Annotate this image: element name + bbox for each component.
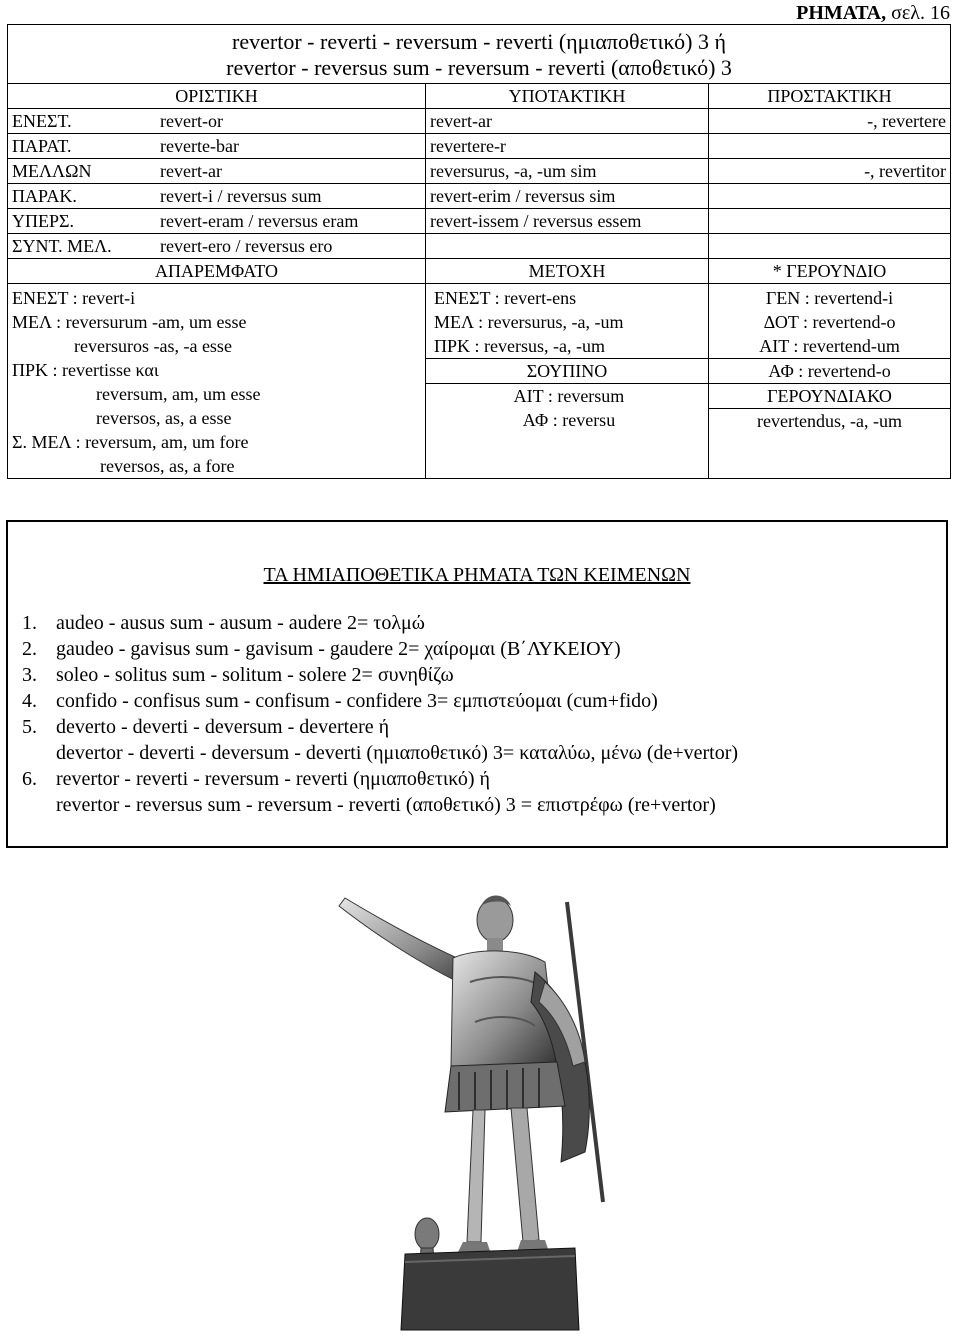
gerundive-header: ΓΕΡΟΥΝΔΙΑΚΟ [709, 383, 950, 409]
list-item [22, 766, 738, 792]
indicative-form: revert-eram / reversus eram [160, 210, 359, 231]
item-text: revertor - reversus sum - reversum - reverti (αποθετικό) 3 = επιστρέφω (re+vertor) [56, 794, 716, 816]
infinitive-line: reversos, as, a fore [100, 456, 235, 476]
list-item [22, 636, 738, 662]
subjunctive-form: revert-issem / reversus essem [426, 209, 709, 234]
indicative-form: revert-ero / reversus ero [160, 235, 333, 256]
item-text: soleo - solitus sum - solitum - solere 2= συνηθίζω [56, 664, 454, 686]
list-item [22, 662, 738, 688]
subjunctive-form: reversurus, -a, -um sim [426, 159, 709, 184]
participle-line: ΕΝΕΣΤ : revert-ens [434, 288, 577, 308]
tense-label: ΕΝΕΣΤ. [12, 110, 72, 131]
subjunctive-form: revert-erim / reversus sim [426, 184, 709, 209]
infinitive-line: ΕΝΕΣΤ : revert-i [12, 288, 136, 308]
subjunctive-form: revert-ar [426, 109, 709, 134]
gerund-line: ΑΦ : revertend-o [709, 358, 950, 383]
title-row [8, 25, 951, 84]
infinitive-header: ΑΠΑΡΕΜΦΑΤΟ [8, 259, 426, 284]
item-text: devertor - deverti - deversum - deverti (ημιαποθετικό) 3= καταλύω, μένω (de+vertor) [56, 742, 739, 764]
infinitive-line: ΜΕΛ : reversurum -am, um esse [12, 312, 247, 332]
tense-label: ΥΠΕΡΣ. [12, 210, 74, 231]
participle-header: ΜΕΤΟΧΗ [426, 259, 709, 284]
participle-line: ΜΕΛ : reversurus, -a, -um [434, 312, 624, 332]
item-number: 4. [22, 690, 37, 712]
item-text: confido - confisus sum - confisum - confidere 3= εμπιστεύομαι (cum+fido) [56, 690, 658, 712]
tense-row [8, 159, 951, 184]
tense-label: ΜΕΛΛΩΝ [12, 160, 92, 181]
infinitive-cell [8, 284, 426, 479]
imperative-form [709, 209, 951, 234]
imperative-form: -, revertitor [709, 159, 951, 184]
imperative-form [709, 184, 951, 209]
tense-label: ΠΑΡΑΤ. [12, 135, 72, 156]
item-number: 5. [22, 716, 37, 738]
tense-label: ΣΥΝΤ. ΜΕΛ. [12, 235, 112, 256]
forms-row [8, 284, 951, 479]
indicative-form: revert-ar [160, 160, 222, 181]
semideponent-box [6, 520, 948, 848]
indicative-form: revert-i / reversus sum [160, 185, 322, 206]
subjunctive-form [426, 234, 709, 259]
list-item [22, 714, 738, 740]
gerund-cell [709, 284, 951, 479]
item-number: 2. [22, 638, 37, 660]
header-page: σελ. 16 [891, 2, 950, 24]
item-text: revertor - reverti - reversum - reverti (ημιαποθετικό) ή [56, 768, 491, 790]
gerund-line: ΑΙΤ : revertend-um [759, 336, 900, 356]
item-text: deverto - deverti - deversum - devertere ή [56, 716, 390, 738]
tense-row [8, 184, 951, 209]
gerund-line: ΔΟΤ : revertend-o [763, 312, 896, 332]
participle-line: ΑΦ : reversu [522, 410, 616, 430]
tense-row [8, 234, 951, 259]
gerund-line: revertendus, -a, -um [757, 411, 902, 431]
list-item [22, 688, 738, 714]
title-line-1: revertor - reverti - reversum - reverti (ημιαποθετικό) 3 ή [232, 29, 726, 54]
header-prefix: ΡΗΜΑΤΑ, [796, 2, 887, 24]
tense-row [8, 209, 951, 234]
mood-indicative-header: ΟΡΙΣΤΙΚΗ [8, 84, 426, 109]
supine-header: ΣΟΥΠΙΝΟ [426, 358, 708, 384]
participle-line: ΑΙΤ : reversum [513, 386, 625, 406]
item-number: 3. [22, 664, 37, 686]
list-item [22, 610, 738, 636]
infinitive-line: reversuros -as, -a esse [74, 336, 232, 356]
item-number: 1. [22, 612, 37, 634]
title-line-2: revertor - reversus sum - reversum - reverti (αποθετικό) 3 [226, 55, 732, 80]
tense-row [8, 109, 951, 134]
augustus-statue-image [335, 862, 635, 1332]
box-heading: ΤΑ ΗΜΙΑΠΟΘΕΤΙΚΑ ΡΗΜΑΤΑ ΤΩΝ ΚΕΙΜΕΝΩΝ [263, 564, 691, 586]
conjugation-table [7, 24, 951, 479]
infinitive-line: reversum, am, um esse [96, 384, 261, 404]
imperative-form: -, revertere [709, 109, 951, 134]
infinitive-line: reversos, as, a esse [96, 408, 232, 428]
mood-subjunctive-header: ΥΠΟΤΑΚΤΙΚΗ [426, 84, 709, 109]
indicative-form: revert-or [160, 110, 223, 131]
imperative-form [709, 234, 951, 259]
moods-header-row [8, 84, 951, 109]
item-text: gaudeo - gavisus sum - gavisum - gaudere 2= χαίρομαι (Β΄ΛΥΚΕΙΟΥ) [56, 638, 621, 660]
mood-imperative-header: ΠΡΟΣΤΑΚΤΙΚΗ [709, 84, 951, 109]
gerund-header: * ΓΕΡΟΥΝΔΙΟ [709, 259, 951, 284]
tense-label: ΠΑΡΑΚ. [12, 185, 77, 206]
tense-row [8, 134, 951, 159]
infinitive-line: ΠΡΚ : revertisse και [12, 360, 159, 380]
item-text: audeo - ausus sum - ausum - audere 2= τολμώ [56, 612, 425, 634]
gerund-line: ΓΕΝ : revertend-i [765, 288, 894, 308]
participle-cell [426, 284, 709, 479]
list-item [22, 740, 738, 766]
verb-list [22, 610, 738, 818]
item-number: 6. [22, 768, 37, 790]
page-header [796, 2, 950, 25]
imperative-form [709, 134, 951, 159]
subjunctive-form: revertere-r [426, 134, 709, 159]
participle-line: ΠΡΚ : reversus, -a, -um [434, 336, 605, 356]
indicative-form: reverte-bar [160, 135, 239, 156]
infinitive-line: Σ. ΜΕΛ : reversum, am, um fore [12, 432, 249, 452]
verb-title [8, 25, 951, 84]
list-item [22, 792, 738, 818]
forms-header-row [8, 259, 951, 284]
